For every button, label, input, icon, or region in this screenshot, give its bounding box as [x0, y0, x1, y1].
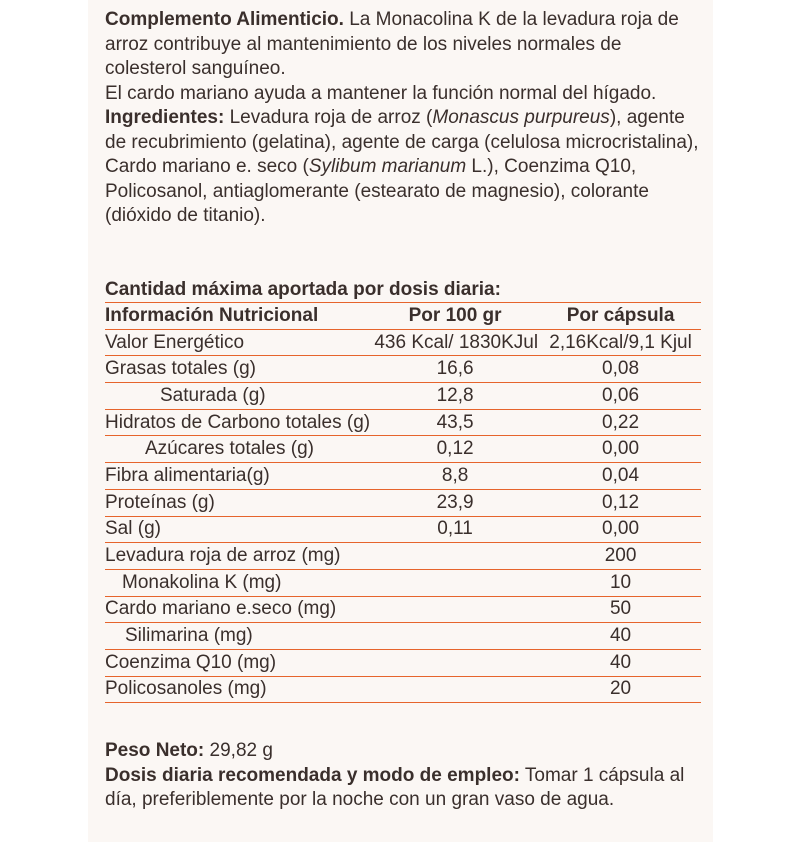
row-percap: 40: [540, 649, 701, 676]
row-label: Azúcares totales (g): [105, 436, 370, 463]
row-percap: 0,12: [540, 489, 701, 516]
row-percap: 40: [540, 623, 701, 650]
row-per100: 0,11: [370, 516, 540, 543]
row-per100: 8,8: [370, 463, 540, 490]
table-row: [105, 409, 701, 436]
row-per100: [370, 623, 540, 650]
row-per100: 16,6: [370, 356, 540, 383]
footer-text: [105, 739, 705, 813]
table-row: [105, 596, 701, 623]
ingredients-species-1: Monascus purpureus: [432, 107, 610, 128]
net-weight-label: Peso Neto:: [105, 740, 205, 761]
table-header-row: [105, 303, 701, 329]
row-per100: 12,8: [370, 383, 540, 410]
dosage-label: Dosis diaria recomendada y modo de empleo:: [105, 764, 520, 786]
ingredients-text-1: Levadura roja de arroz (: [229, 107, 433, 128]
row-per100: 0,12: [370, 436, 540, 463]
ingredients-text-2: ), agente de recubrimiento (gelatina), agente de carga (celulosa microcristalina), Cardo mariano e. seco (: [105, 107, 699, 177]
row-percap: 0,08: [540, 356, 701, 383]
row-label: Policosanoles (mg): [105, 676, 370, 703]
row-label: Valor Energético: [105, 329, 370, 356]
row-label: Fibra alimentaria(g): [105, 463, 370, 490]
row-label: Cardo mariano e.seco (mg): [105, 596, 370, 623]
row-percap: 200: [540, 543, 701, 570]
col-header-percap: Por cápsula: [540, 303, 701, 329]
row-label: Grasas totales (g): [105, 356, 370, 383]
table-row: [105, 463, 701, 490]
nutrition-table-section: [105, 277, 701, 703]
table-row: [105, 676, 701, 703]
row-per100: [370, 569, 540, 596]
row-percap: 0,04: [540, 463, 701, 490]
product-type: Complemento Alimenticio.: [105, 9, 344, 30]
table-row: [105, 329, 701, 356]
table-row: [105, 543, 701, 570]
row-per100: [370, 676, 540, 703]
row-label: Levadura roja de arroz (mg): [105, 543, 370, 570]
table-row: [105, 436, 701, 463]
net-weight-value: 29,82 g: [209, 740, 273, 761]
row-percap: 2,16Kcal/9,1 Kjul: [540, 329, 701, 356]
claims-paragraph: [105, 8, 705, 82]
row-label: Monakolina K (mg): [105, 569, 370, 596]
table-row: [105, 569, 701, 596]
intro-text: [105, 8, 705, 229]
row-label: Saturada (g): [105, 383, 370, 410]
row-label: Coenzima Q10 (mg): [105, 649, 370, 676]
net-weight: [105, 739, 705, 764]
row-per100: 43,5: [370, 409, 540, 436]
table-heading: Cantidad máxima aportada por dosis diaria:: [105, 277, 701, 303]
row-label: Silimarina (mg): [105, 623, 370, 650]
row-percap: 0,22: [540, 409, 701, 436]
claim-monacolina: La Monacolina K de la levadura roja de arroz contribuye al mantenimiento de los niveles normales de colesterol sanguíneo.: [105, 9, 679, 79]
dosage: [105, 764, 705, 813]
ingredients-text-3: L.), Coenzima Q10, Policosanol, antiaglomerante (estearato de magnesio), colorante (dióxido de titanio).: [105, 156, 649, 226]
ingredients-label: Ingredientes:: [105, 107, 225, 128]
row-percap: 0,00: [540, 516, 701, 543]
row-percap: 0,06: [540, 383, 701, 410]
claim-cardo: El cardo mariano ayuda a mantener la función normal del hígado.: [105, 82, 657, 104]
table-row: [105, 649, 701, 676]
table-row: [105, 356, 701, 383]
row-per100: 436 Kcal/ 1830KJul: [370, 329, 540, 356]
dosage-text: Tomar 1 cápsula al día, preferiblemente por la noche con un gran vaso de agua.: [105, 764, 685, 810]
ingredients-species-2: Sylibum marianum: [308, 156, 467, 177]
row-percap: 0,00: [540, 436, 701, 463]
table-row: [105, 516, 701, 543]
row-label: Hidratos de Carbono totales (g): [105, 409, 370, 436]
table-row: [105, 623, 701, 650]
row-per100: [370, 543, 540, 570]
col-header-per100: Por 100 gr: [370, 303, 540, 329]
col-header-info: Información Nutricional: [105, 303, 370, 329]
row-percap: 20: [540, 676, 701, 703]
table-row: [105, 383, 701, 410]
row-per100: 23,9: [370, 489, 540, 516]
row-label: Proteínas (g): [105, 489, 370, 516]
row-per100: [370, 649, 540, 676]
ingredients-paragraph: [105, 106, 705, 229]
row-per100: [370, 596, 540, 623]
row-label: Sal (g): [105, 516, 370, 543]
row-percap: 50: [540, 596, 701, 623]
nutrition-table: [105, 303, 701, 703]
table-row: [105, 489, 701, 516]
row-percap: 10: [540, 569, 701, 596]
